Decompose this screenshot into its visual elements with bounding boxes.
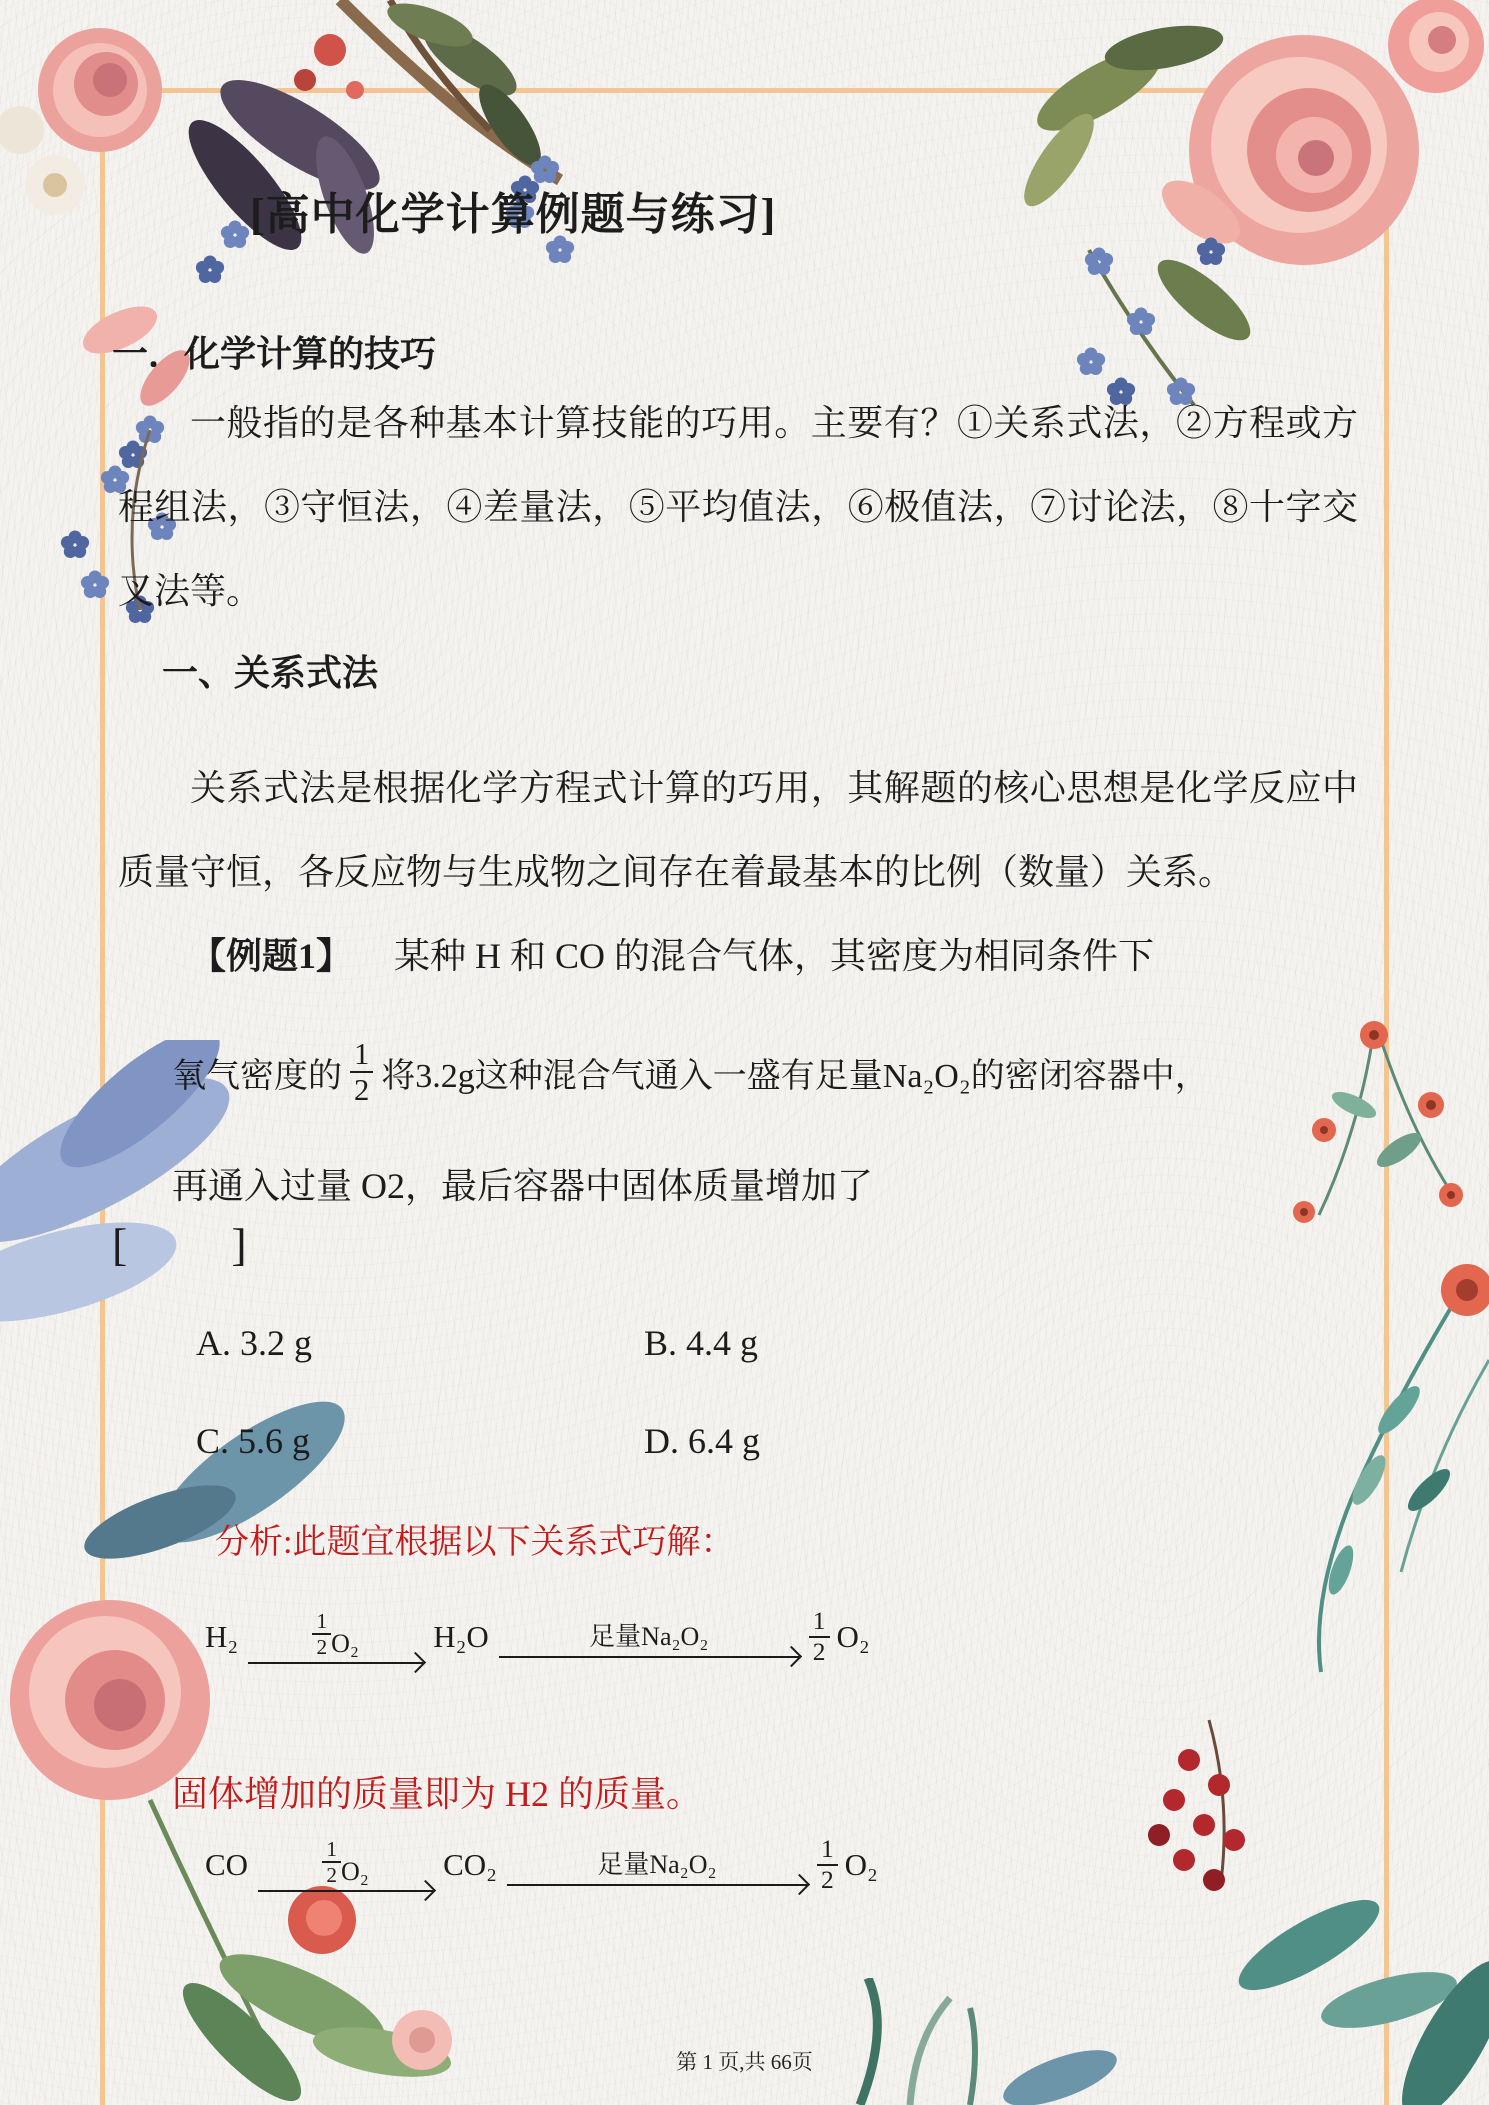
- arrow-label-na2o2: 足量Na₂O₂: [589, 1621, 709, 1651]
- floral-bottom-center-decoration: [820, 1978, 1150, 2105]
- page-footer: 第 1 页,共 66页: [676, 2050, 813, 2074]
- example1-line1: [190, 928, 1154, 979]
- answer-bracket: [112, 1218, 247, 1271]
- one-half-fraction: $\frac{1}{2}$: [817, 1836, 838, 1893]
- section1-paragraph: 一般指的是各种基本计算技能的巧用。主要有？①关系式法，②方程或方程组法，③守恒法，④差量法，⑤平均值法，⑥极值法，⑦讨论法，⑧十字交叉法等。: [118, 403, 1358, 611]
- section2-paragraph: 关系式法是根据化学方程式计算的巧用，其解题的核心思想是化学反应中质量守恒，各反应物与生成物之间存在着最基本的比例（数量）关系。: [118, 768, 1358, 892]
- option-c: C. 5.6 g: [196, 1421, 311, 1461]
- option-d: D. 6.4 g: [644, 1421, 760, 1461]
- bracket-close: ]: [231, 1219, 247, 1270]
- analysis-intro: 分析:此题宜根据以下关系式巧解：: [215, 1524, 735, 1561]
- example1-line2-pre: 氧气密度的: [172, 1057, 342, 1095]
- result-half-o2: $\frac{1}{2}$ O₂: [809, 1608, 870, 1665]
- example1-intro: 某种 H 和 CO 的混合气体，其密度为相同条件下: [394, 936, 1155, 976]
- reaction-arrow: [507, 1844, 807, 1886]
- option-b: B. 4.4 g: [644, 1323, 759, 1363]
- arrow-line: [248, 1662, 423, 1664]
- result-half-o2: $\frac{1}{2}$ O₂: [817, 1836, 878, 1893]
- example1-line2: [172, 1022, 1209, 1122]
- one-half-fraction: $\frac{1}{2}$: [322, 1838, 341, 1887]
- reaction-arrow: [248, 1610, 423, 1664]
- product-co2: CO₂: [443, 1846, 497, 1882]
- arrow-line: [507, 1884, 807, 1886]
- option-a: A. 3.2 g: [196, 1323, 312, 1363]
- example1-label: 【例题1】: [190, 936, 353, 976]
- example1-line2-post: 将3.2g这种混合气通入一盛有足量Na₂O₂的密闭容器中，: [381, 1057, 1209, 1095]
- reactant-h2: H₂: [205, 1618, 239, 1654]
- section2-heading: 一、关系式法: [162, 653, 379, 693]
- reactant-co: CO: [205, 1846, 249, 1882]
- reaction-arrow: [258, 1838, 433, 1892]
- floral-top-right-decoration: [949, 0, 1489, 440]
- relation-equation-h2: [205, 1608, 870, 1665]
- floral-bottom-right-decoration: [1069, 1240, 1489, 2105]
- answer-options: [196, 1322, 760, 1462]
- arrow-line: [499, 1656, 799, 1658]
- arrow-label-half-o2: $\frac{1}{2}$ O₂: [312, 1610, 359, 1659]
- analysis-note: 固体增加的质量即为 H2 的质量。: [172, 1774, 702, 1814]
- section1-heading: 一．化学计算的技巧: [112, 334, 437, 374]
- one-half-fraction: $\frac{1}{2}$: [312, 1610, 331, 1659]
- arrow-line: [258, 1890, 433, 1892]
- reaction-arrow: [499, 1616, 799, 1658]
- bracket-open: [: [112, 1219, 128, 1270]
- one-half-fraction: $\frac{1}{2}$: [350, 1038, 373, 1106]
- doc-title: [高中化学计算例题与练习]: [250, 190, 777, 239]
- example1-line3: 再通入过量 O2，最后容器中固体质量增加了: [172, 1166, 873, 1206]
- arrow-label-half-o2: $\frac{1}{2}$ O₂: [322, 1838, 369, 1887]
- one-half-fraction: $\frac{1}{2}$: [809, 1608, 830, 1665]
- product-h2o: H₂O: [433, 1618, 489, 1654]
- arrow-label-na2o2: 足量Na₂O₂: [597, 1849, 717, 1879]
- relation-equation-co: [205, 1836, 878, 1893]
